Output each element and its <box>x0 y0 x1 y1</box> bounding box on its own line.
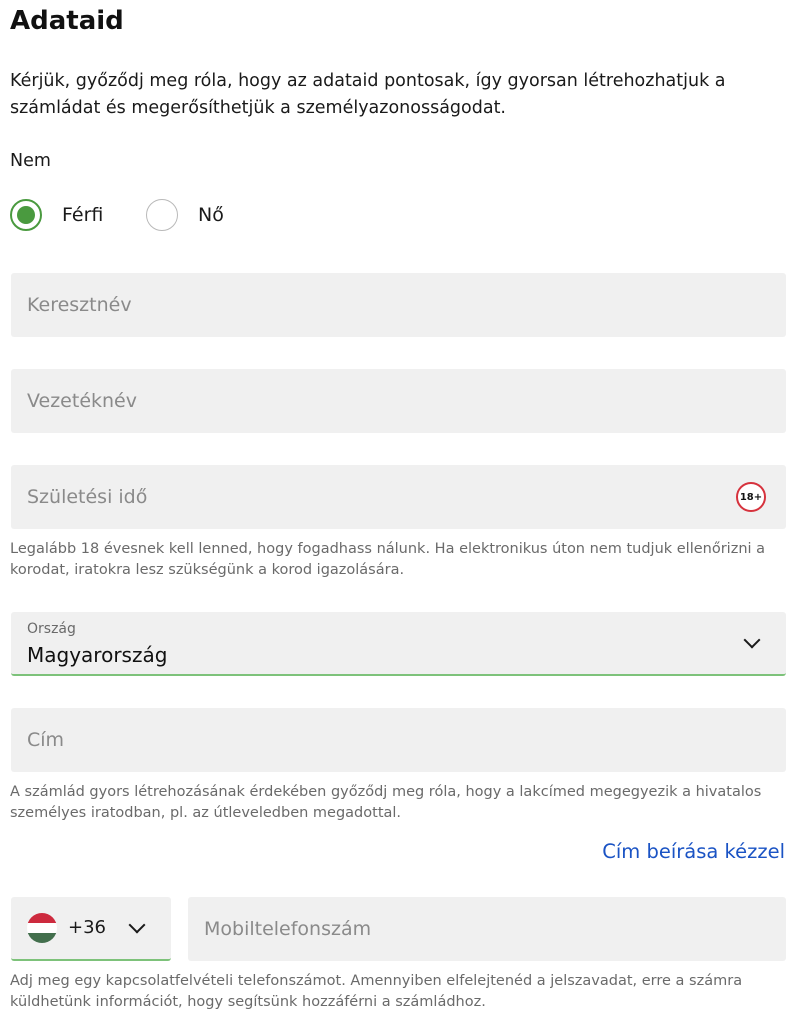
gender-option-label: Nő <box>198 204 224 226</box>
birth-date-field-container <box>11 465 786 529</box>
radio-checked-icon <box>10 199 42 231</box>
hungary-flag-icon <box>27 913 57 943</box>
gender-radio-female[interactable] <box>146 199 224 231</box>
radio-unchecked-icon <box>146 199 178 231</box>
gender-option-label: Férfi <box>62 204 104 226</box>
address-field-container <box>11 708 786 772</box>
chevron-down-icon <box>129 917 146 934</box>
birth-date-hint: Legalább 18 évesnek kell lenned, hogy fogadhass nálunk. Ha elektronikus úton nem tudjuk ellenőrizni a korodat, iratokra lesz szükségünk a korod igazolására. <box>10 541 766 578</box>
country-code-value: +36 <box>68 917 106 938</box>
last-name-input[interactable] <box>11 369 786 433</box>
chevron-down-icon <box>744 632 761 649</box>
address-hint: A számlád gyors létrehozásának érdekében győződj meg róla, hogy a lakcímed megegyezik a hivatalos személyes iratodban, pl. az útleveledben megadottal. <box>10 784 762 821</box>
phone-field-container <box>188 897 786 961</box>
birth-date-input[interactable] <box>11 465 786 529</box>
country-select[interactable] <box>11 612 786 676</box>
gender-label: Nem <box>10 151 51 171</box>
address-input[interactable] <box>11 708 786 772</box>
page-title: Adataid <box>10 6 124 36</box>
manual-address-link[interactable]: Cím beírása kézzel <box>602 840 785 863</box>
country-value: Magyarország <box>27 643 168 667</box>
country-label: Ország <box>27 621 76 637</box>
phone-hint: Adj meg egy kapcsolatfelvételi telefonszámot. Amennyiben elfelejtenéd a jelszavadat, erre a számra küldhetünk információt, hogy segítsünk hozzáférni a számládhoz. <box>10 973 743 1010</box>
country-code-select[interactable] <box>11 897 171 961</box>
age-restriction-icon: 18+ <box>736 482 766 512</box>
intro-text: Kérjük, győződj meg róla, hogy az adataid pontosak, így gyorsan létrehozhatjuk a számládat és megerősíthetjük a személyazonosságodat. <box>10 71 726 118</box>
last-name-field-container <box>11 369 786 433</box>
gender-radio-male[interactable] <box>10 199 103 231</box>
first-name-input[interactable] <box>11 273 786 337</box>
first-name-field-container <box>11 273 786 337</box>
phone-input[interactable] <box>188 897 786 961</box>
